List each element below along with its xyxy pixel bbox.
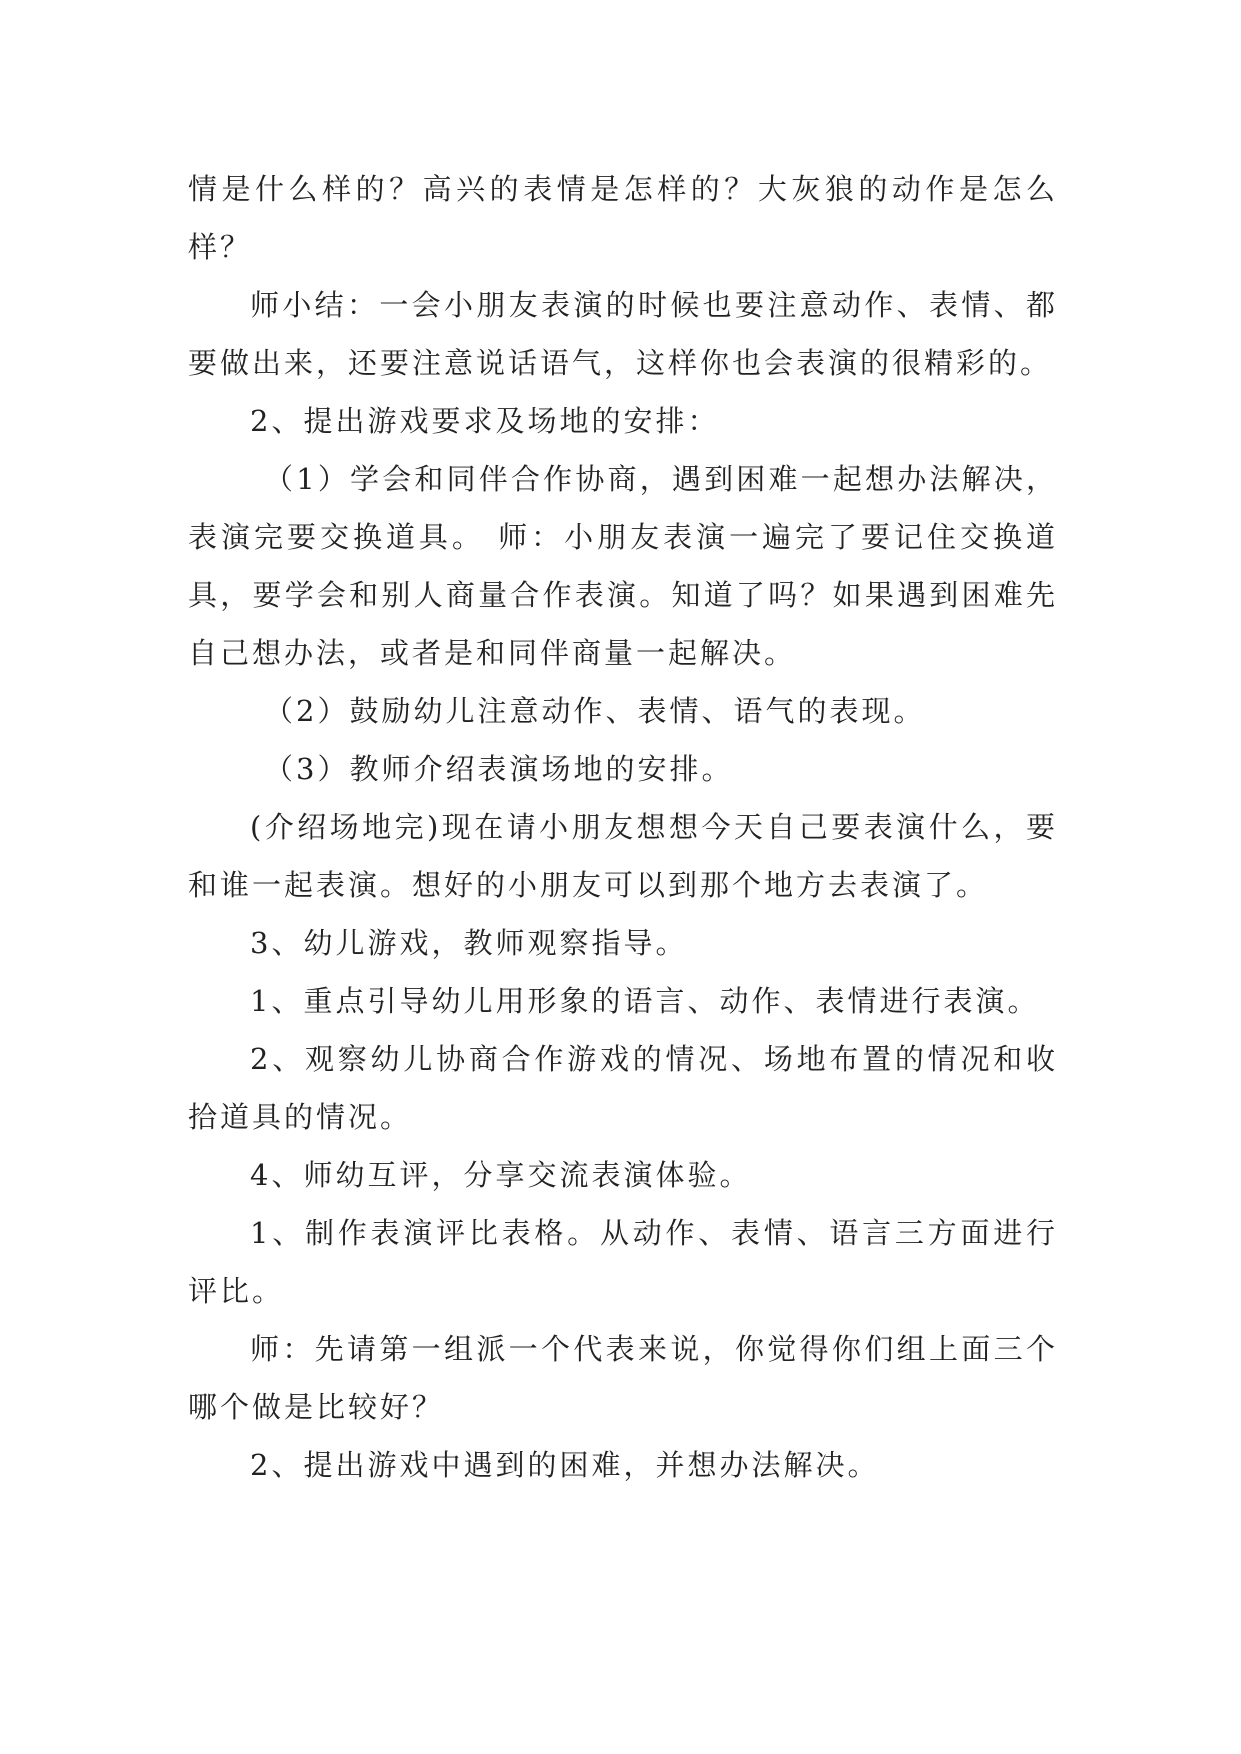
paragraph-item-3-venue: （3）教师介绍表演场地的安排。 bbox=[264, 752, 734, 786]
paragraph-item-2-encourage: （2）鼓励幼儿注意动作、表情、语气的表现。 bbox=[264, 694, 926, 728]
paragraph-item-1-cooperation: （1）学会和同伴合作协商，遇到困难一起想办法解决，表演完要交换道具。 师：小朋友表演一遍完了要记住交换道具，要学会和别人商量合作表演。知道了吗？如果遇到困难先自己想办法，或者是和同伴商量一起解决。 bbox=[188, 462, 1058, 670]
paragraph-step-3-heading: 3、幼儿游戏，教师观察指导。 bbox=[250, 926, 688, 960]
paragraph-step-3-point-1: 1、重点引导幼儿用形象的语言、动作、表情进行表演。 bbox=[250, 984, 1040, 1018]
paragraph-step-2-heading: 2、提出游戏要求及场地的安排： bbox=[250, 404, 720, 438]
paragraph-teacher-summary: 师小结：一会小朋友表演的时候也要注意动作、表情、都要做出来，还要注意说话语气，这样你也会表演的很精彩的。 bbox=[188, 288, 1058, 380]
paragraph-teacher-question: 师：先请第一组派一个代表来说，你觉得你们组上面三个哪个做是比较好？ bbox=[188, 1332, 1058, 1424]
paragraph-step-3-point-2: 2、观察幼儿协商合作游戏的情况、场地布置的情况和收拾道具的情况。 bbox=[188, 1042, 1058, 1134]
paragraph-step-4-point-1: 1、制作表演评比表格。从动作、表情、语言三方面进行评比。 bbox=[188, 1216, 1058, 1308]
document-body bbox=[188, 160, 1058, 1494]
paragraph-venue-intro: (介绍场地完)现在请小朋友想想今天自己要表演什么，要和谁一起表演。想好的小朋友可以到那个地方去表演了。 bbox=[188, 810, 1058, 902]
paragraph-continuation: 情是什么样的？高兴的表情是怎样的？大灰狼的动作是怎么样？ bbox=[188, 172, 1058, 264]
paragraph-step-4-point-2: 2、提出游戏中遇到的困难，并想办法解决。 bbox=[250, 1448, 880, 1482]
paragraph-step-4-heading: 4、师幼互评，分享交流表演体验。 bbox=[250, 1158, 752, 1192]
